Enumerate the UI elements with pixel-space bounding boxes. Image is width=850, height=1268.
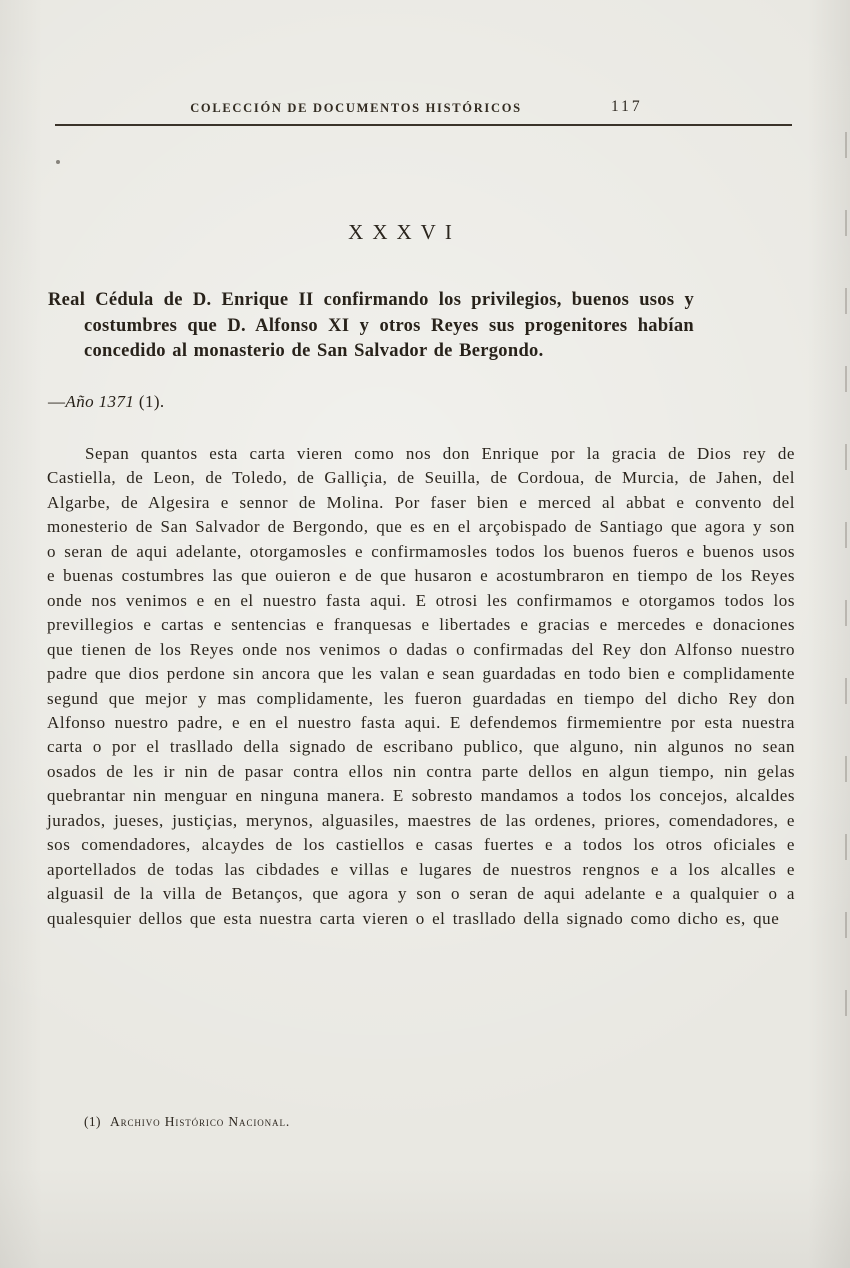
header-rule bbox=[55, 124, 792, 126]
page-number: 117 bbox=[611, 98, 643, 115]
dateline bbox=[48, 392, 165, 412]
scan-speck bbox=[56, 160, 60, 164]
document-title-text: Real Cédula de D. Enrique II confirmando los privilegios, buenos usos y costumbres que D. Alfonso XI y otros Reyes sus progenitores habían concedido al monasterio de San Salvador de Bergondo. bbox=[48, 290, 694, 361]
body-paragraph: Sepan quantos esta carta vieren como nos don Enrique por la gracia de Dios rey de Castiella, de Leon, de Toledo, de Galliçia, de Seuilla, de Cordoua, de Murcia, de Jahen, del Algarbe, de Algesira e sennor de Molina. Por faser bien e merced al abbat e convento del monesterio de San Salvador de Bergondo, que es en el arçobispado de Santiago que agora y son o seran de aqui adelante, otorgamosles e confirmamosles todos los buenos fueros e buenos usos e buenas costumbres las que ouieron e de que husaron e acostumbraron en tiempo de los Reyes onde nos venimos e en el nuestro fasta aqui. E otrosi les confirmamos e otorgamos todos los previllegios e cartas e sentencias e franquesas e libertades e gracias e mercedes e donaciones que tienen de los Reyes onde nos venimos o dadas o confirmadas del Rey don Alfonso nuestro padre que dios perdone sin ancora que les valan e sean guardadas en todo bien e complidamente segund que mejor y mas complidamente, les fueron guardadas en tiempo del dicho Rey don Alfonso nuestro padre, e en el nuestro fasta aqui. E defendemos firmemientre por esta nuestra carta o por el trasllado della signado de escribano publico, que alguno, nin algunos no sean osados de les ir nin de pasar contra ellos nin contra parte dellos en algun tiempo, nin gelas quebrantar nin menguar en ninguna manera. E sobresto mandamos a todos los concejos, alcaldes jurados, jueses, justiçias, merynos, alguasiles, maestres de las ordenes, priores, comendadores, e sos comendadores, alcaydes de los castiellos e casas fuertes e a todos los otros oficiales e aportellados de todas las cibdades e villas e lugares de nuestros rengnos e a los alcalles e alguasil de la villa de Betanços, que agora y son o seran de aqui adelante e a qualquier o a qualesquier dellos que esta nuestra carta vieren o el trasllado della signado como dicho es, que bbox=[47, 444, 795, 928]
document-title bbox=[48, 288, 694, 365]
section-number: XXXVI bbox=[348, 220, 461, 244]
footnote-marker: (1) bbox=[84, 1114, 101, 1129]
footnote-text: Archivo Histórico Nacional. bbox=[109, 1114, 291, 1129]
dateline-footnote-ref: (1). bbox=[134, 392, 165, 411]
dateline-year: Año 1371 bbox=[65, 392, 135, 411]
dateline-dash: — bbox=[48, 392, 66, 411]
footnote bbox=[84, 1114, 290, 1130]
running-title: COLECCIÓN DE DOCUMENTOS HISTÓRICOS bbox=[190, 101, 522, 115]
scan-edge-artifacts bbox=[845, 132, 847, 1042]
